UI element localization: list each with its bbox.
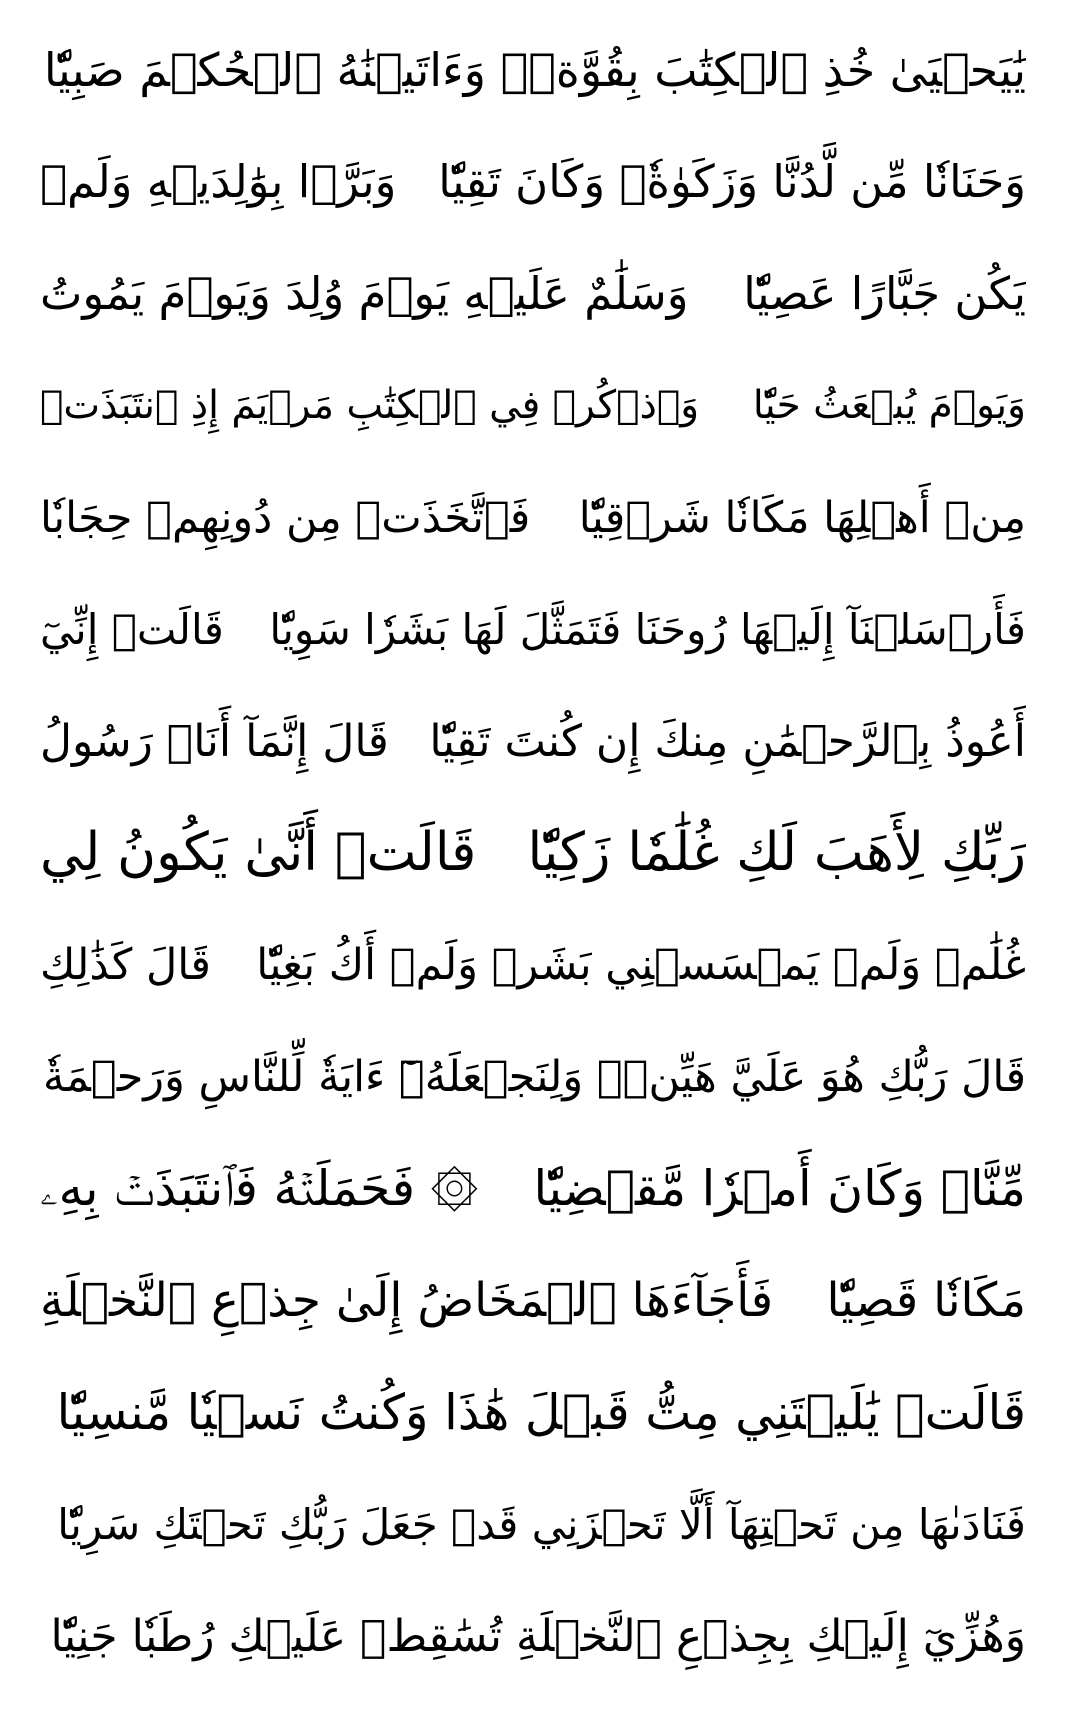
text-line (40, 1253, 1026, 1349)
text-line (40, 134, 1026, 230)
text-line (40, 470, 1026, 566)
verse-segment: قَالَتۡ يَٰلَيۡتَنِي مِتُّ قَبۡلَ هَٰذَا وَكُنتُ نَسۡيٗا مَّنسِيّٗا (56, 1384, 1026, 1442)
verse-segment: قَالَتۡ إِنِّيٓ (40, 604, 224, 654)
verse-segment: مِّنَّاۚ وَكَانَ أَمۡرٗا مَّقۡضِيّٗا (533, 1160, 1026, 1218)
verse-segment: مِنۡ أَهۡلِهَا مَكَانٗا شَرۡقِيّٗا (578, 492, 1026, 543)
text-line (40, 1141, 1026, 1237)
verse-segment: قَالَ إِنَّمَآ أَنَا۠ رَسُولُ (40, 715, 389, 767)
verse-segment: غُلَٰمٞ وَلَمۡ يَمۡسَسۡنِي بَشَرٞ وَلَمۡ أَكُ بَغِيّٗا (256, 940, 1026, 991)
verse-segment: فَأَرۡسَلۡنَآ إِلَيۡهَا رُوحَنَا فَتَمَثَّلَ لَهَا بَشَرٗا سَوِيّٗا (269, 604, 1026, 654)
verse-segment: يَٰيَحۡيَىٰ خُذِ ٱلۡكِتَٰبَ بِقُوَّةٖۖ وَءَاتَيۡنَٰهُ ٱلۡحُكۡمَ صَبِيّٗا (43, 43, 1026, 97)
text-line (40, 805, 1026, 901)
text-line (40, 582, 1026, 678)
text-line (40, 917, 1026, 1013)
verse-segment: رَبِّكِ لِأَهَبَ لَكِ غُلَٰمٗا زَكِيّٗا (527, 822, 1026, 884)
verse-segment: وَبَرَّۢا بِوَٰلِدَيۡهِ وَلَمۡ (40, 154, 397, 208)
verse-segment: وَحَنَانٗا مِّن لَّدُنَّا وَزَكَوٰةٗۖ وَكَانَ تَقِيّٗا (438, 154, 1026, 208)
text-line (40, 358, 1026, 454)
verse-segment: مَكَانٗا قَصِيّٗا (826, 1273, 1026, 1329)
text-lines (40, 22, 1026, 1685)
verse-segment: وَهُزِّيٓ إِلَيۡكِ بِجِذۡعِ ٱلنَّخۡلَةِ تُسَٰقِطۡ عَلَيۡكِ رُطَبٗا جَنِيّٗا (50, 1610, 1026, 1662)
verse-segment: أَعُوذُ بِٱلرَّحۡمَٰنِ مِنكَ إِن كُنتَ تَقِيّٗا (429, 715, 1026, 767)
text-line (40, 1365, 1026, 1461)
verse-segment: قَالَ رَبُّكِ هُوَ عَلَيَّ هَيِّنٞۖ وَلِنَجۡعَلَهُۥٓ ءَايَةٗ لِّلنَّاسِ وَرَحۡمَةٗ (43, 1052, 1026, 1103)
verse-segment: ۞ فَحَمَلَتۡهُ فَٱنتَبَذَتۡ بِهِۦ (40, 1160, 479, 1218)
text-line (40, 694, 1026, 790)
verse-segment: فَأَجَآءَهَا ٱلۡمَخَاضُ إِلَىٰ جِذۡعِ ٱلنَّخۡلَةِ (40, 1273, 774, 1329)
verse-segment: قَالَتۡ أَنَّىٰ يَكُونُ لِي (40, 822, 477, 884)
verse-segment: وَسَلَٰمٌ عَلَيۡهِ يَوۡمَ وُلِدَ وَيَوۡمَ يَمُوتُ (40, 266, 689, 320)
text-line (40, 1589, 1026, 1685)
text-line (40, 22, 1026, 118)
verse-segment: فَنَادَىٰهَا مِن تَحۡتِهَآ أَلَّا تَحۡزَنِي قَدۡ جَعَلَ رَبُّكِ تَحۡتَكِ سَرِيّٗا (57, 1499, 1026, 1549)
verse-segment: فَٱتَّخَذَتۡ مِن دُونِهِمۡ حِجَابٗا (40, 492, 531, 543)
text-line (40, 1477, 1026, 1573)
verse-segment: وَيَوۡمَ يُبۡعَثُ حَيّٗا (752, 382, 1026, 428)
verse-segment: يَكُن جَبَّارًا عَصِيّٗا (743, 266, 1026, 320)
text-line (40, 246, 1026, 342)
verse-segment: وَٱذۡكُرۡ فِي ٱلۡكِتَٰبِ مَرۡيَمَ إِذِ ٱنتَبَذَتۡ (40, 382, 700, 428)
text-line (40, 1029, 1026, 1125)
verse-segment: قَالَ كَذَٰلِكِ (40, 940, 211, 991)
